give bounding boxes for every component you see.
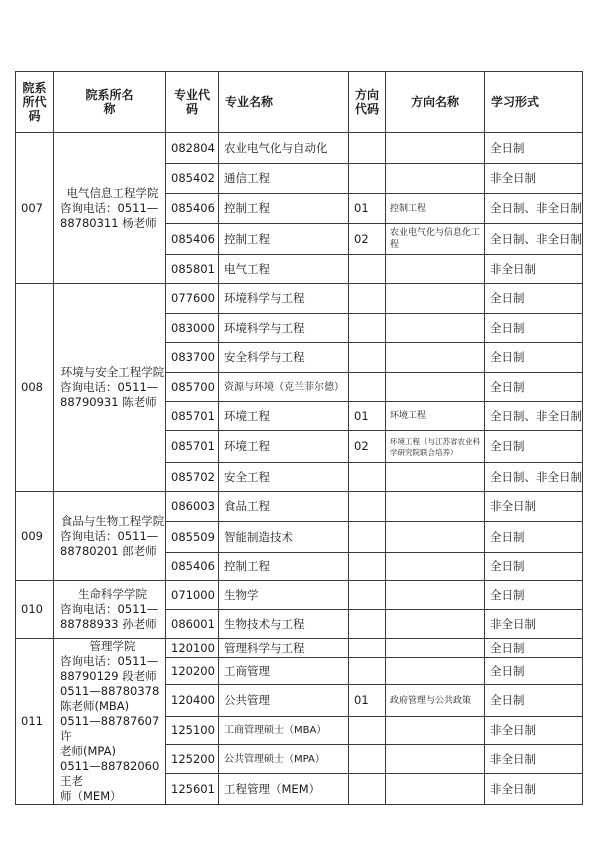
- major-name: 安全科学与工程: [219, 343, 349, 373]
- dept-code: 009: [16, 492, 54, 581]
- direction-code: [349, 133, 386, 164]
- direction-code: [349, 610, 386, 639]
- table-row: [16, 133, 583, 164]
- direction-code: 01: [349, 685, 386, 717]
- study-mode: 非全日制: [485, 610, 583, 639]
- dept-name-line: 管理学院: [89, 639, 136, 653]
- direction-code: 02: [349, 431, 386, 463]
- dept-name: [54, 284, 166, 492]
- study-mode: 全日制、非全日制: [485, 463, 583, 492]
- dept-name-line: 老师(MPA): [60, 744, 116, 758]
- study-mode: 全日制: [485, 133, 583, 164]
- direction-code: [349, 581, 386, 610]
- major-code: 085701: [166, 402, 219, 431]
- dept-name: [54, 133, 166, 284]
- study-mode: 全日制: [485, 581, 583, 610]
- major-code: 085701: [166, 431, 219, 463]
- header-dept-name: 院系所名称: [54, 72, 166, 133]
- major-name: 资源与环境（克兰菲尔德）: [219, 373, 349, 402]
- direction-code: [349, 343, 386, 373]
- direction-code: [349, 255, 386, 284]
- study-mode: 全日制: [485, 553, 583, 581]
- major-name: 安全工程: [219, 463, 349, 492]
- header-study-mode: 学习形式: [485, 72, 583, 133]
- direction-code: [349, 717, 386, 745]
- major-name: 管理科学与工程: [219, 639, 349, 658]
- major-name: 公共管理硕士（MPA）: [219, 745, 349, 774]
- dept-name: [54, 639, 166, 805]
- dept-name-line: 88780201 郎老师: [60, 543, 157, 558]
- major-code: 085402: [166, 164, 219, 194]
- study-mode: 全日制: [485, 658, 583, 685]
- direction-code: [349, 658, 386, 685]
- major-name: 环境科学与工程: [219, 314, 349, 343]
- major-code: 085406: [166, 553, 219, 581]
- direction-name: [386, 164, 485, 194]
- major-name: 控制工程: [219, 224, 349, 255]
- table-row: [16, 581, 583, 610]
- direction-code: [349, 553, 386, 581]
- dept-code: 011: [16, 639, 54, 805]
- major-code: 083700: [166, 343, 219, 373]
- direction-name: [386, 581, 485, 610]
- dept-name-line: 电气信息工程学院: [66, 185, 159, 200]
- major-code: 120100: [166, 639, 219, 658]
- header-direction-name: 方向名称: [386, 72, 485, 133]
- major-name: 环境工程: [219, 431, 349, 463]
- major-name: 电气工程: [219, 255, 349, 284]
- major-name: 生物学: [219, 581, 349, 610]
- table-body: [16, 133, 583, 805]
- direction-code: [349, 745, 386, 774]
- major-name: 工商管理硕士（MBA）: [219, 717, 349, 745]
- direction-code: [349, 373, 386, 402]
- dept-name: [54, 581, 166, 639]
- dept-name-line: 生命科学学院: [78, 587, 147, 601]
- direction-code: [349, 164, 386, 194]
- study-mode: 全日制: [485, 685, 583, 717]
- direction-name: [386, 658, 485, 685]
- direction-name: [386, 373, 485, 402]
- dept-name-line: 88788933 孙老师: [60, 617, 157, 631]
- header-major-code: 专业代码: [166, 72, 219, 133]
- major-name: 环境科学与工程: [219, 284, 349, 314]
- major-name: 生物技术与工程: [219, 610, 349, 639]
- major-code: 082804: [166, 133, 219, 164]
- major-code: 086001: [166, 610, 219, 639]
- major-name: 环境工程: [219, 402, 349, 431]
- direction-name: [386, 133, 485, 164]
- table-row: [16, 492, 583, 522]
- study-mode: 全日制、非全日制: [485, 194, 583, 224]
- study-mode: 非全日制: [485, 164, 583, 194]
- study-mode: 全日制: [485, 639, 583, 658]
- major-name: 通信工程: [219, 164, 349, 194]
- dept-name-line: 食品与生物工程学院: [60, 513, 165, 528]
- study-mode: 全日制: [485, 373, 583, 402]
- dept-name-line: 陈老师(MBA): [60, 699, 130, 713]
- major-code: 085406: [166, 194, 219, 224]
- dept-name-line: 咨询电话：0511—: [60, 200, 159, 215]
- direction-name: [386, 717, 485, 745]
- major-name: 智能制造技术: [219, 522, 349, 553]
- direction-code: 01: [349, 402, 386, 431]
- dept-name-line: 环境与安全工程学院: [60, 365, 165, 379]
- admissions-table: [15, 71, 583, 805]
- dept-name-line: 88790129 段老师: [60, 669, 157, 683]
- study-mode: 非全日制: [485, 745, 583, 774]
- study-mode: 非全日制: [485, 774, 583, 805]
- dept-name-line: 0511—88787607 许: [60, 714, 160, 743]
- table-row: [16, 284, 583, 314]
- major-code: 120400: [166, 685, 219, 717]
- major-name: 农业电气化与自动化: [219, 133, 349, 164]
- major-name: 食品工程: [219, 492, 349, 522]
- table-row: [16, 639, 583, 658]
- direction-code: [349, 314, 386, 343]
- direction-code: [349, 284, 386, 314]
- dept-name-line: 咨询电话：0511—: [60, 528, 159, 543]
- dept-code: 008: [16, 284, 54, 492]
- study-mode: 全日制、非全日制: [485, 224, 583, 255]
- direction-name: [386, 284, 485, 314]
- dept-name-line: 咨询电话：0511—: [60, 380, 159, 394]
- study-mode: 非全日制: [485, 492, 583, 522]
- direction-name: 控制工程: [386, 194, 485, 224]
- direction-name: [386, 610, 485, 639]
- major-name: 工商管理: [219, 658, 349, 685]
- major-name: 工程管理（MEM）: [219, 774, 349, 805]
- header-major-name: 专业名称: [219, 72, 349, 133]
- dept-name-line: 88790931 陈老师: [60, 395, 157, 409]
- major-code: 085801: [166, 255, 219, 284]
- direction-code: 02: [349, 224, 386, 255]
- major-code: 083000: [166, 314, 219, 343]
- major-code: 125200: [166, 745, 219, 774]
- dept-name-line: 师（MEM）: [60, 789, 122, 803]
- dept-name-line: 0511—88782060 王老: [60, 759, 160, 788]
- direction-name: [386, 492, 485, 522]
- major-code: 085509: [166, 522, 219, 553]
- dept-code: 007: [16, 133, 54, 284]
- direction-name: [386, 255, 485, 284]
- major-name: 控制工程: [219, 553, 349, 581]
- header-dept-code: 院系所代码: [16, 72, 54, 133]
- direction-name: [386, 639, 485, 658]
- direction-name: [386, 774, 485, 805]
- major-code: 125100: [166, 717, 219, 745]
- major-code: 120200: [166, 658, 219, 685]
- direction-name: 环境工程（与江苏省农业科学研究院联合培养）: [386, 431, 485, 463]
- direction-code: [349, 492, 386, 522]
- study-mode: 非全日制: [485, 255, 583, 284]
- direction-name: [386, 553, 485, 581]
- major-code: 071000: [166, 581, 219, 610]
- study-mode: 全日制: [485, 522, 583, 553]
- major-name: 控制工程: [219, 194, 349, 224]
- study-mode: 全日制、非全日制: [485, 402, 583, 431]
- dept-name: [54, 492, 166, 581]
- major-code: 085406: [166, 224, 219, 255]
- direction-name: 环境工程: [386, 402, 485, 431]
- direction-name: [386, 314, 485, 343]
- study-mode: 全日制: [485, 343, 583, 373]
- dept-name-line: 咨询电话：0511—: [60, 654, 159, 668]
- direction-code: [349, 463, 386, 492]
- dept-name-line: 88780311 杨老师: [60, 215, 157, 230]
- major-code: 085700: [166, 373, 219, 402]
- study-mode: 全日制: [485, 431, 583, 463]
- direction-code: [349, 774, 386, 805]
- direction-code: 01: [349, 194, 386, 224]
- direction-name: 政府管理与公共政策: [386, 685, 485, 717]
- dept-code: 010: [16, 581, 54, 639]
- direction-name: [386, 463, 485, 492]
- direction-name: 农业电气化与信息化工程: [386, 224, 485, 255]
- major-code: 085702: [166, 463, 219, 492]
- major-name: 公共管理: [219, 685, 349, 717]
- direction-code: [349, 522, 386, 553]
- direction-name: [386, 343, 485, 373]
- major-code: 086003: [166, 492, 219, 522]
- major-code: 125601: [166, 774, 219, 805]
- dept-name-line: 咨询电话：0511—: [60, 602, 159, 616]
- study-mode: 非全日制: [485, 717, 583, 745]
- study-mode: 全日制: [485, 284, 583, 314]
- major-code: 077600: [166, 284, 219, 314]
- header-row: [16, 72, 583, 133]
- dept-name-line: 0511—88780378: [60, 684, 160, 698]
- direction-code: [349, 639, 386, 658]
- study-mode: 全日制: [485, 314, 583, 343]
- direction-name: [386, 745, 485, 774]
- header-direction-code: 方向代码: [349, 72, 386, 133]
- direction-name: [386, 522, 485, 553]
